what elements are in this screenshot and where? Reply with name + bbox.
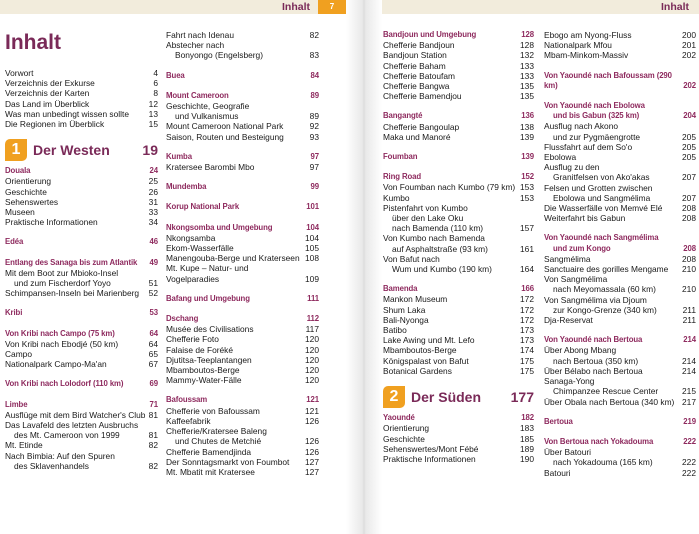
toc-entry: Von Foumban nach Kumbo (79 km) 153 xyxy=(383,182,534,193)
toc-entry: Manengouba-Berge und Kraterseen 108 xyxy=(166,253,319,264)
chapter-number-badge: 2 xyxy=(383,386,405,408)
toc-entry: Weiterfahrt bis Gabun 208 xyxy=(544,213,696,224)
toc-entry: Flussfahrt auf dem So'o 205 xyxy=(544,141,696,152)
toc-entry: Sanaga-Yong xyxy=(544,376,595,387)
toc-entry: Vorwort 4 xyxy=(5,68,158,78)
toc-entry: Lake Awing und Mt. Lefo 173 xyxy=(383,335,534,346)
toc-entry: Mbam-Minkom-Massiv 202 xyxy=(544,50,696,61)
toc-entry: Chefferie Bangwa 135 xyxy=(383,81,534,92)
toc-section: Nkongsomba und Umgebung 104 xyxy=(166,222,319,232)
toc-section: Bandjoun und Umgebung 128 xyxy=(383,30,534,39)
header-bar xyxy=(382,0,699,14)
toc-entry: Mbamboutos-Berge 120 xyxy=(166,365,319,376)
toc-entry: Mt. Etinde 82 xyxy=(5,440,158,451)
toc-entry: Batouri 222 xyxy=(544,467,696,478)
toc-entry: und Chutes de Metchié 126 xyxy=(175,436,319,447)
header-title: Inhalt xyxy=(661,1,689,13)
toc-entry: Botanical Gardens 175 xyxy=(383,365,534,376)
toc-entry: Shum Laka 172 xyxy=(383,304,534,315)
header-bar xyxy=(0,0,318,14)
toc-entry: Von Kribi nach Ebodjé (50 km) 64 xyxy=(5,338,158,349)
toc-entry: nach Yokadouma (165 km) 222 xyxy=(553,457,696,468)
toc-entry: Mbamboutos-Berge 174 xyxy=(383,345,534,356)
toc-entry: Mount Cameroon National Park 92 xyxy=(166,121,319,132)
toc-entry: Chimpanzee Rescue Center 215 xyxy=(553,386,696,397)
toc-entry: Chefferie/Kratersee Baleng xyxy=(166,426,267,437)
toc-entry: Chefferie Bamendjou 135 xyxy=(383,91,534,102)
toc-section: Entlang des Sanaga bis zum Atlantik 49 xyxy=(5,257,158,267)
toc-section: Foumban 139 xyxy=(383,152,534,162)
toc-entry: Die Regionen im Überblick 15 xyxy=(5,119,158,130)
toc-entry: Ekom-Wasserfälle 105 xyxy=(166,243,319,254)
toc-entry: Abstecher nach xyxy=(166,40,225,51)
toc-entry: Kaffeefabrik 126 xyxy=(166,415,319,426)
toc-entry: Orientierung 25 xyxy=(5,176,158,187)
toc-entry: Campo 65 xyxy=(5,349,158,360)
toc-entry: Sangmélima 208 xyxy=(544,253,696,264)
toc-entry: Bonyongo (Engelsberg) 83 xyxy=(175,50,319,61)
toc-section: Von Yaoundé nach Bafoussam (290 km) 202 xyxy=(544,70,696,90)
toc-entry: Maka und Manoré 139 xyxy=(383,131,534,142)
toc-entry: Chefferie Bamendjinda 126 xyxy=(166,446,319,457)
toc-entry: Ebolowa und Sangmélima 207 xyxy=(553,192,696,203)
toc-entry: und zum Fischerdorf Yoyo 51 xyxy=(14,278,158,289)
toc-column-1 xyxy=(5,30,158,471)
toc-entry: Praktische Informationen 190 xyxy=(383,453,534,464)
toc-entry: Von Kumbo nach Bamenda xyxy=(383,233,485,244)
toc-column-3 xyxy=(383,30,534,464)
toc-entry: Was man unbedingt wissen sollte 13 xyxy=(5,108,158,119)
toc-entry: über den Lake Oku xyxy=(392,213,464,224)
toc-entry: zur Kongo-Grenze (340 km) 211 xyxy=(553,304,696,315)
toc-entry: Über Bélabo nach Bertoua 214 xyxy=(544,365,696,376)
toc-entry: nach Bamenda (110 km) 157 xyxy=(392,223,534,234)
toc-entry: Felsen und Grotten zwischen xyxy=(544,182,653,193)
toc-section: Bertoua 219 xyxy=(544,416,696,426)
toc-entry: Von Sangmélima xyxy=(544,274,608,285)
toc-entry: Über Abong Mbang xyxy=(544,345,617,356)
toc-entry: Sehenswertes 31 xyxy=(5,196,158,207)
toc-section: Buea 84 xyxy=(166,70,319,80)
toc-section: Bamenda 166 xyxy=(383,284,534,294)
toc-entry: Von Sangmélima via Djoum xyxy=(544,294,647,305)
toc-entry: Nach Bimbia: Auf den Spuren xyxy=(5,450,115,461)
chapter-page: 177 xyxy=(510,388,534,405)
toc-section: Edéa 46 xyxy=(5,237,158,247)
toc-entry: Chefferie Bandjoun 128 xyxy=(383,40,534,51)
toc-entry: und Vulkanismus 89 xyxy=(175,111,319,122)
book-gutter xyxy=(346,0,382,534)
toc-entry: Chefferie Baham 133 xyxy=(383,60,534,71)
toc-entry: Der Sonntagsmarkt von Foumbot 127 xyxy=(166,456,319,467)
toc-section: Mount Cameroon 89 xyxy=(166,90,319,100)
toc-column-4 xyxy=(544,30,696,478)
page-title: Inhalt xyxy=(5,31,61,54)
toc-entry: Praktische Informationen 34 xyxy=(5,217,158,228)
toc-entry: Chefferie von Bafoussam 121 xyxy=(166,405,319,416)
toc-entry: und zur Pygmäengrotte 205 xyxy=(553,131,696,142)
toc-entry: Mt. Mbatit mit Kratersee 127 xyxy=(166,466,319,477)
chapter-title: Der Westen xyxy=(33,142,110,159)
toc-entry: Granitfelsen von Ako'akas 207 xyxy=(553,172,696,183)
toc-entry: Sanctuaire des gorilles Mengame 210 xyxy=(544,264,696,275)
toc-entry: Chefferie Foto 120 xyxy=(166,334,319,345)
toc-entry: Geschichte 185 xyxy=(383,433,534,444)
toc-entry: Mt. Kupe – Natur- und Vogelparadies 109 xyxy=(166,263,319,284)
toc-section: Bangangté 136 xyxy=(383,111,534,121)
toc-section: Mundemba 99 xyxy=(166,182,319,192)
toc-entry: Das Lavafeld des letzten Ausbruchs xyxy=(5,420,139,431)
toc-section: Von Kribi nach Lolodorf (110 km) 69 xyxy=(5,379,158,389)
toc-section: Ring Road 152 xyxy=(383,172,534,182)
chapter-heading xyxy=(5,137,158,163)
toc-entry: Djutitsa-Teeplantangen 120 xyxy=(166,354,319,365)
toc-entry: Museen 33 xyxy=(5,207,158,218)
chapter-title: Der Süden xyxy=(411,388,482,405)
toc-entry: Schimpansen-Inseln bei Marienberg 52 xyxy=(5,288,158,299)
toc-entry: Chefferie Batoufam 133 xyxy=(383,70,534,81)
toc-entry: Kumbo 153 xyxy=(383,192,534,203)
toc-entry: Geschichte 26 xyxy=(5,186,158,197)
toc-section: Bafoussam 121 xyxy=(166,395,319,405)
toc-entry: Königspalast von Bafut 175 xyxy=(383,355,534,366)
toc-entry: Kratersee Barombi Mbo 97 xyxy=(166,162,319,173)
toc-entry: Chefferie Bangoulap 138 xyxy=(383,121,534,132)
toc-entry: Das Land im Überblick 12 xyxy=(5,98,158,109)
toc-entry: Mankon Museum 172 xyxy=(383,294,534,305)
toc-section: und zum Kongo 208 xyxy=(553,243,696,253)
toc-entry: Verzeichnis der Exkurse 6 xyxy=(5,78,158,89)
toc-entry: auf Asphaltstraße (93 km) 161 xyxy=(392,243,534,254)
toc-entry: Saison, Routen und Besteigung 93 xyxy=(166,131,319,142)
toc-entry: Ausflug nach Akono xyxy=(544,121,619,132)
toc-entry: nach Bertoua (350 km) 214 xyxy=(553,355,696,366)
toc-entry: Ausflug zu den xyxy=(544,162,600,173)
chapter-number-badge: 1 xyxy=(5,139,27,161)
toc-entry: Falaise de Foréké 120 xyxy=(166,344,319,355)
toc-entry: Nationalpark Mfou 201 xyxy=(544,40,696,51)
toc-section: Douala 24 xyxy=(5,166,158,176)
toc-entry: Über Batouri xyxy=(544,447,592,458)
toc-section: Von Bertoua nach Yokadouma 222 xyxy=(544,436,696,446)
toc-section: und bis Gabun (325 km) 204 xyxy=(553,111,696,121)
toc-entry: Bali-Nyonga 172 xyxy=(383,314,534,325)
toc-column-2 xyxy=(166,30,319,477)
toc-entry: Ausflüge mit dem Bird Watcher's Club 81 xyxy=(5,409,158,420)
toc-entry: Fahrt nach Idenau 82 xyxy=(166,30,319,40)
left-page-header xyxy=(0,0,346,14)
toc-section: Kumba 97 xyxy=(166,151,319,161)
header-title: Inhalt xyxy=(282,1,310,13)
toc-entry: Batibo 173 xyxy=(383,325,534,336)
toc-section: Dschang 112 xyxy=(166,314,319,324)
toc-entry: Mit dem Boot zur Mbioko-Insel xyxy=(5,267,119,278)
toc-entry: Nkongsamba 104 xyxy=(166,232,319,243)
chapter-heading xyxy=(383,384,534,410)
toc-entry: Von Bafut nach xyxy=(383,253,440,264)
toc-section: Yaoundé 182 xyxy=(383,413,534,423)
toc-entry: Nationalpark Campo-Ma'an 67 xyxy=(5,359,158,370)
toc-entry: Dja-Reservat 211 xyxy=(544,315,696,326)
right-page-header xyxy=(382,0,699,14)
toc-entry: Wum und Kumbo (190 km) 164 xyxy=(392,264,534,275)
toc-entry: Pistenfahrt von Kumbo xyxy=(383,202,468,213)
toc-entry: Die Wasserfälle von Memvé Elé 208 xyxy=(544,203,696,214)
toc-section: Von Yaoundé nach Ebolowa xyxy=(544,101,645,111)
toc-section: Bafang und Umgebung 111 xyxy=(166,293,319,303)
toc-section: Von Yaoundé nach Bertoua 214 xyxy=(544,335,696,345)
toc-section: Korup National Park 101 xyxy=(166,202,319,212)
toc-entry: Ebogo am Nyong-Fluss 200 xyxy=(544,30,696,40)
toc-section: Von Yaoundé nach Sangmélima xyxy=(544,233,659,243)
toc-section: Kribi 53 xyxy=(5,308,158,318)
toc-entry: Orientierung 183 xyxy=(383,423,534,434)
toc-entry: des Mt. Cameroon von 1999 81 xyxy=(14,430,158,441)
toc-entry: des Sklavenhandels 82 xyxy=(14,460,158,471)
page-number: 7 xyxy=(318,0,346,14)
toc-entry: Über Obala nach Bertoua (340 km) 217 xyxy=(544,396,696,407)
toc-section: Von Kribi nach Campo (75 km) 64 xyxy=(5,328,158,338)
toc-entry: Sehenswertes/Mont Fébé 189 xyxy=(383,443,534,454)
chapter-page: 19 xyxy=(142,142,158,159)
toc-entry: Ebolowa 205 xyxy=(544,152,696,163)
toc-entry: Geschichte, Geografie xyxy=(166,101,250,112)
toc-entry: Bandjoun Station 132 xyxy=(383,50,534,61)
toc-entry: nach Meyomassala (60 km) 210 xyxy=(553,284,696,295)
toc-entry: Verzeichnis der Karten 8 xyxy=(5,88,158,99)
toc-entry: Mammy-Water-Fälle 120 xyxy=(166,375,319,386)
toc-section: Limbe 71 xyxy=(5,399,158,409)
toc-entry: Musée des Civilisations 117 xyxy=(166,324,319,335)
